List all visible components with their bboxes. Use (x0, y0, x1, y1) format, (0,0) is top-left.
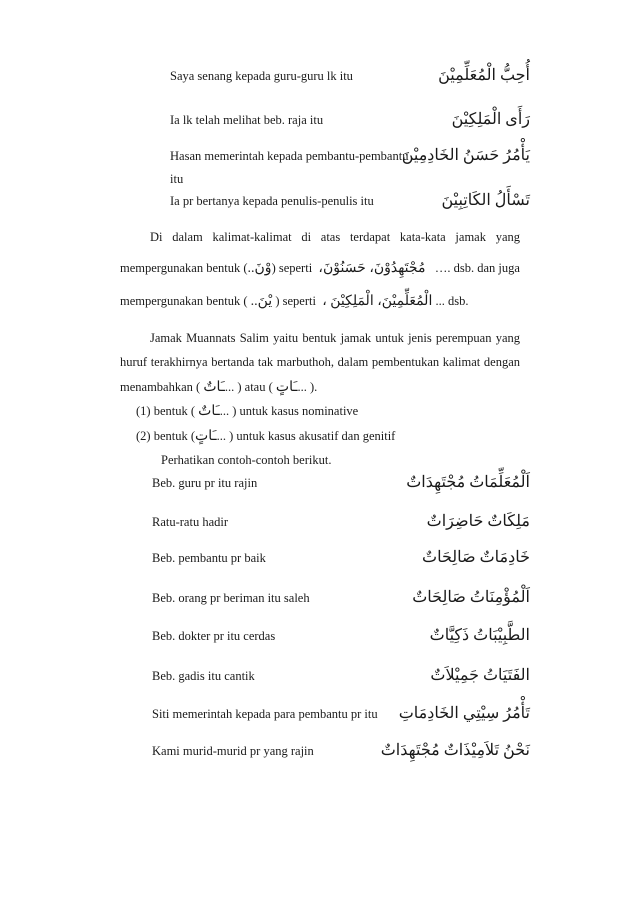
arabic-suffix: يْنَ.. (250, 294, 273, 309)
paragraph-line: Jamak Muannats Salim yaitu bentuk jamak untuk jenis perempuan yang (150, 331, 520, 345)
example-row (0, 147, 638, 186)
intro-line: Perhatikan contoh-contoh berikut. (161, 453, 332, 467)
arabic-sentence: اَلْمُؤْمِنَاتُ صَالِحَاتٌ (412, 589, 530, 606)
paragraph-line: Di dalam kalimat-kalimat di atas terdapat kata-kata jamak yang (150, 230, 520, 244)
indonesian-sentence: Beb. orang pr beriman itu saleh (152, 591, 310, 605)
indonesian-sentence: Saya senang kepada guru-guru lk itu (170, 69, 353, 83)
text-segment: ) seperti (271, 261, 313, 275)
example-row (0, 112, 638, 138)
text-segment: ) seperti (275, 294, 316, 308)
arabic-sentence: أُحِبُّ الْمُعَلِّمِيْنَ (438, 67, 530, 84)
rule-line (136, 403, 358, 420)
arabic-words: مُجْتَهِدُوْنَ، حَسَنُوْنَ، (318, 261, 426, 276)
indonesian-sentence: Ia lk telah melihat beb. raja itu (170, 113, 324, 127)
text-segment: (2) bentuk ( (136, 429, 196, 443)
text-segment: ... ). (297, 380, 318, 394)
indonesian-sentence: Beb. pembantu pr baik (152, 551, 266, 565)
arabic-sentence: خَادِمَاتٌ صَالِحَاتٌ (422, 549, 530, 566)
example-row (0, 706, 638, 732)
indonesian-sentence-cont: itu (170, 172, 184, 186)
arabic-sentence: تَسْأَلُ الكَاتِبِيْنَ (441, 192, 530, 209)
example-row (0, 68, 638, 94)
example-row (0, 475, 638, 501)
text-segment: mempergunakan bentuk ( (120, 261, 248, 275)
text-segment: ... ) atau ( (224, 380, 273, 394)
example-row (0, 193, 638, 219)
indonesian-sentence: Ratu-ratu hadir (152, 515, 229, 529)
text-segment: (1) bentuk ( (136, 404, 196, 418)
arabic-words: الْمُعَلِّمِيْنَ، الْمَلِكِيْنَ ، (322, 294, 433, 309)
example-row (0, 514, 638, 540)
indonesian-sentence: Beb. dokter pr itu cerdas (152, 629, 276, 643)
arabic-sentence: يَأْمُرُ حَسَنُ الخَادِمِيْنَ (401, 147, 530, 164)
indonesian-sentence: Siti memerintah kepada para pembantu pr itu (152, 707, 378, 721)
example-row (0, 590, 638, 616)
arabic-sentence: رَأَى الْمَلِكِيْنَ (451, 111, 530, 128)
indonesian-sentence: Beb. guru pr itu rajin (152, 476, 258, 490)
arabic-suffix: ـَاتٍ (195, 429, 217, 444)
text-segment: ... dsb. (435, 294, 469, 308)
indonesian-sentence: Kami murid-murid pr yang rajin (152, 744, 314, 758)
arabic-sentence: الطَّبِيْبَاتُ ذَكِيَّاتٌ (429, 627, 530, 644)
paragraph-line (120, 293, 520, 310)
example-row (0, 743, 638, 769)
arabic-suffix: ـَاتٌ (198, 404, 220, 419)
text-segment: menambahkan ( (120, 380, 201, 394)
paragraph-line (120, 260, 520, 277)
arabic-sentence: مَلِكَاتٌ حَاضِرَاتٌ (426, 513, 530, 530)
arabic-suffix: وْنَ.. (247, 261, 272, 276)
arabic-sentence: اَلْمُعَلِّمَاتُ مُجْتَهِدَاتٌ (406, 474, 530, 491)
paragraph-line: huruf terakhirnya bertanda tak marbuthoh, dalam pembentukan kalimat dengan (120, 355, 520, 369)
arabic-sentence: تَأْمُرُ سِيْتِي الخَادِمَاتِ (398, 705, 530, 722)
text-segment: ... ) untuk kasus nominative (219, 404, 359, 418)
arabic-sentence: نَحْنُ تَلاَمِيْذَاتٌ مُجْتَهِدَاتٌ (380, 742, 530, 759)
rule-line (136, 428, 395, 445)
text-segment: mempergunakan bentuk ( (120, 294, 248, 308)
example-row (0, 550, 638, 576)
example-row (0, 668, 638, 694)
arabic-suffix: ـَاتٌ (203, 380, 225, 395)
indonesian-sentence: Hasan memerintah kepada pembantu-pembantu (170, 149, 409, 163)
indonesian-sentence: Beb. gadis itu cantik (152, 669, 255, 683)
text-segment: …. dsb. dan juga (434, 261, 520, 275)
paragraph-line (120, 379, 520, 396)
example-row (0, 628, 638, 654)
arabic-sentence: الفَتَيَاتُ جَمِيْلاَتٌ (430, 667, 530, 684)
text-segment: ... ) untuk kasus akusatif dan genitif (216, 429, 396, 443)
arabic-suffix: ـَاتٍ (275, 380, 298, 395)
indonesian-sentence: Ia pr bertanya kepada penulis-penulis itu (170, 194, 374, 208)
